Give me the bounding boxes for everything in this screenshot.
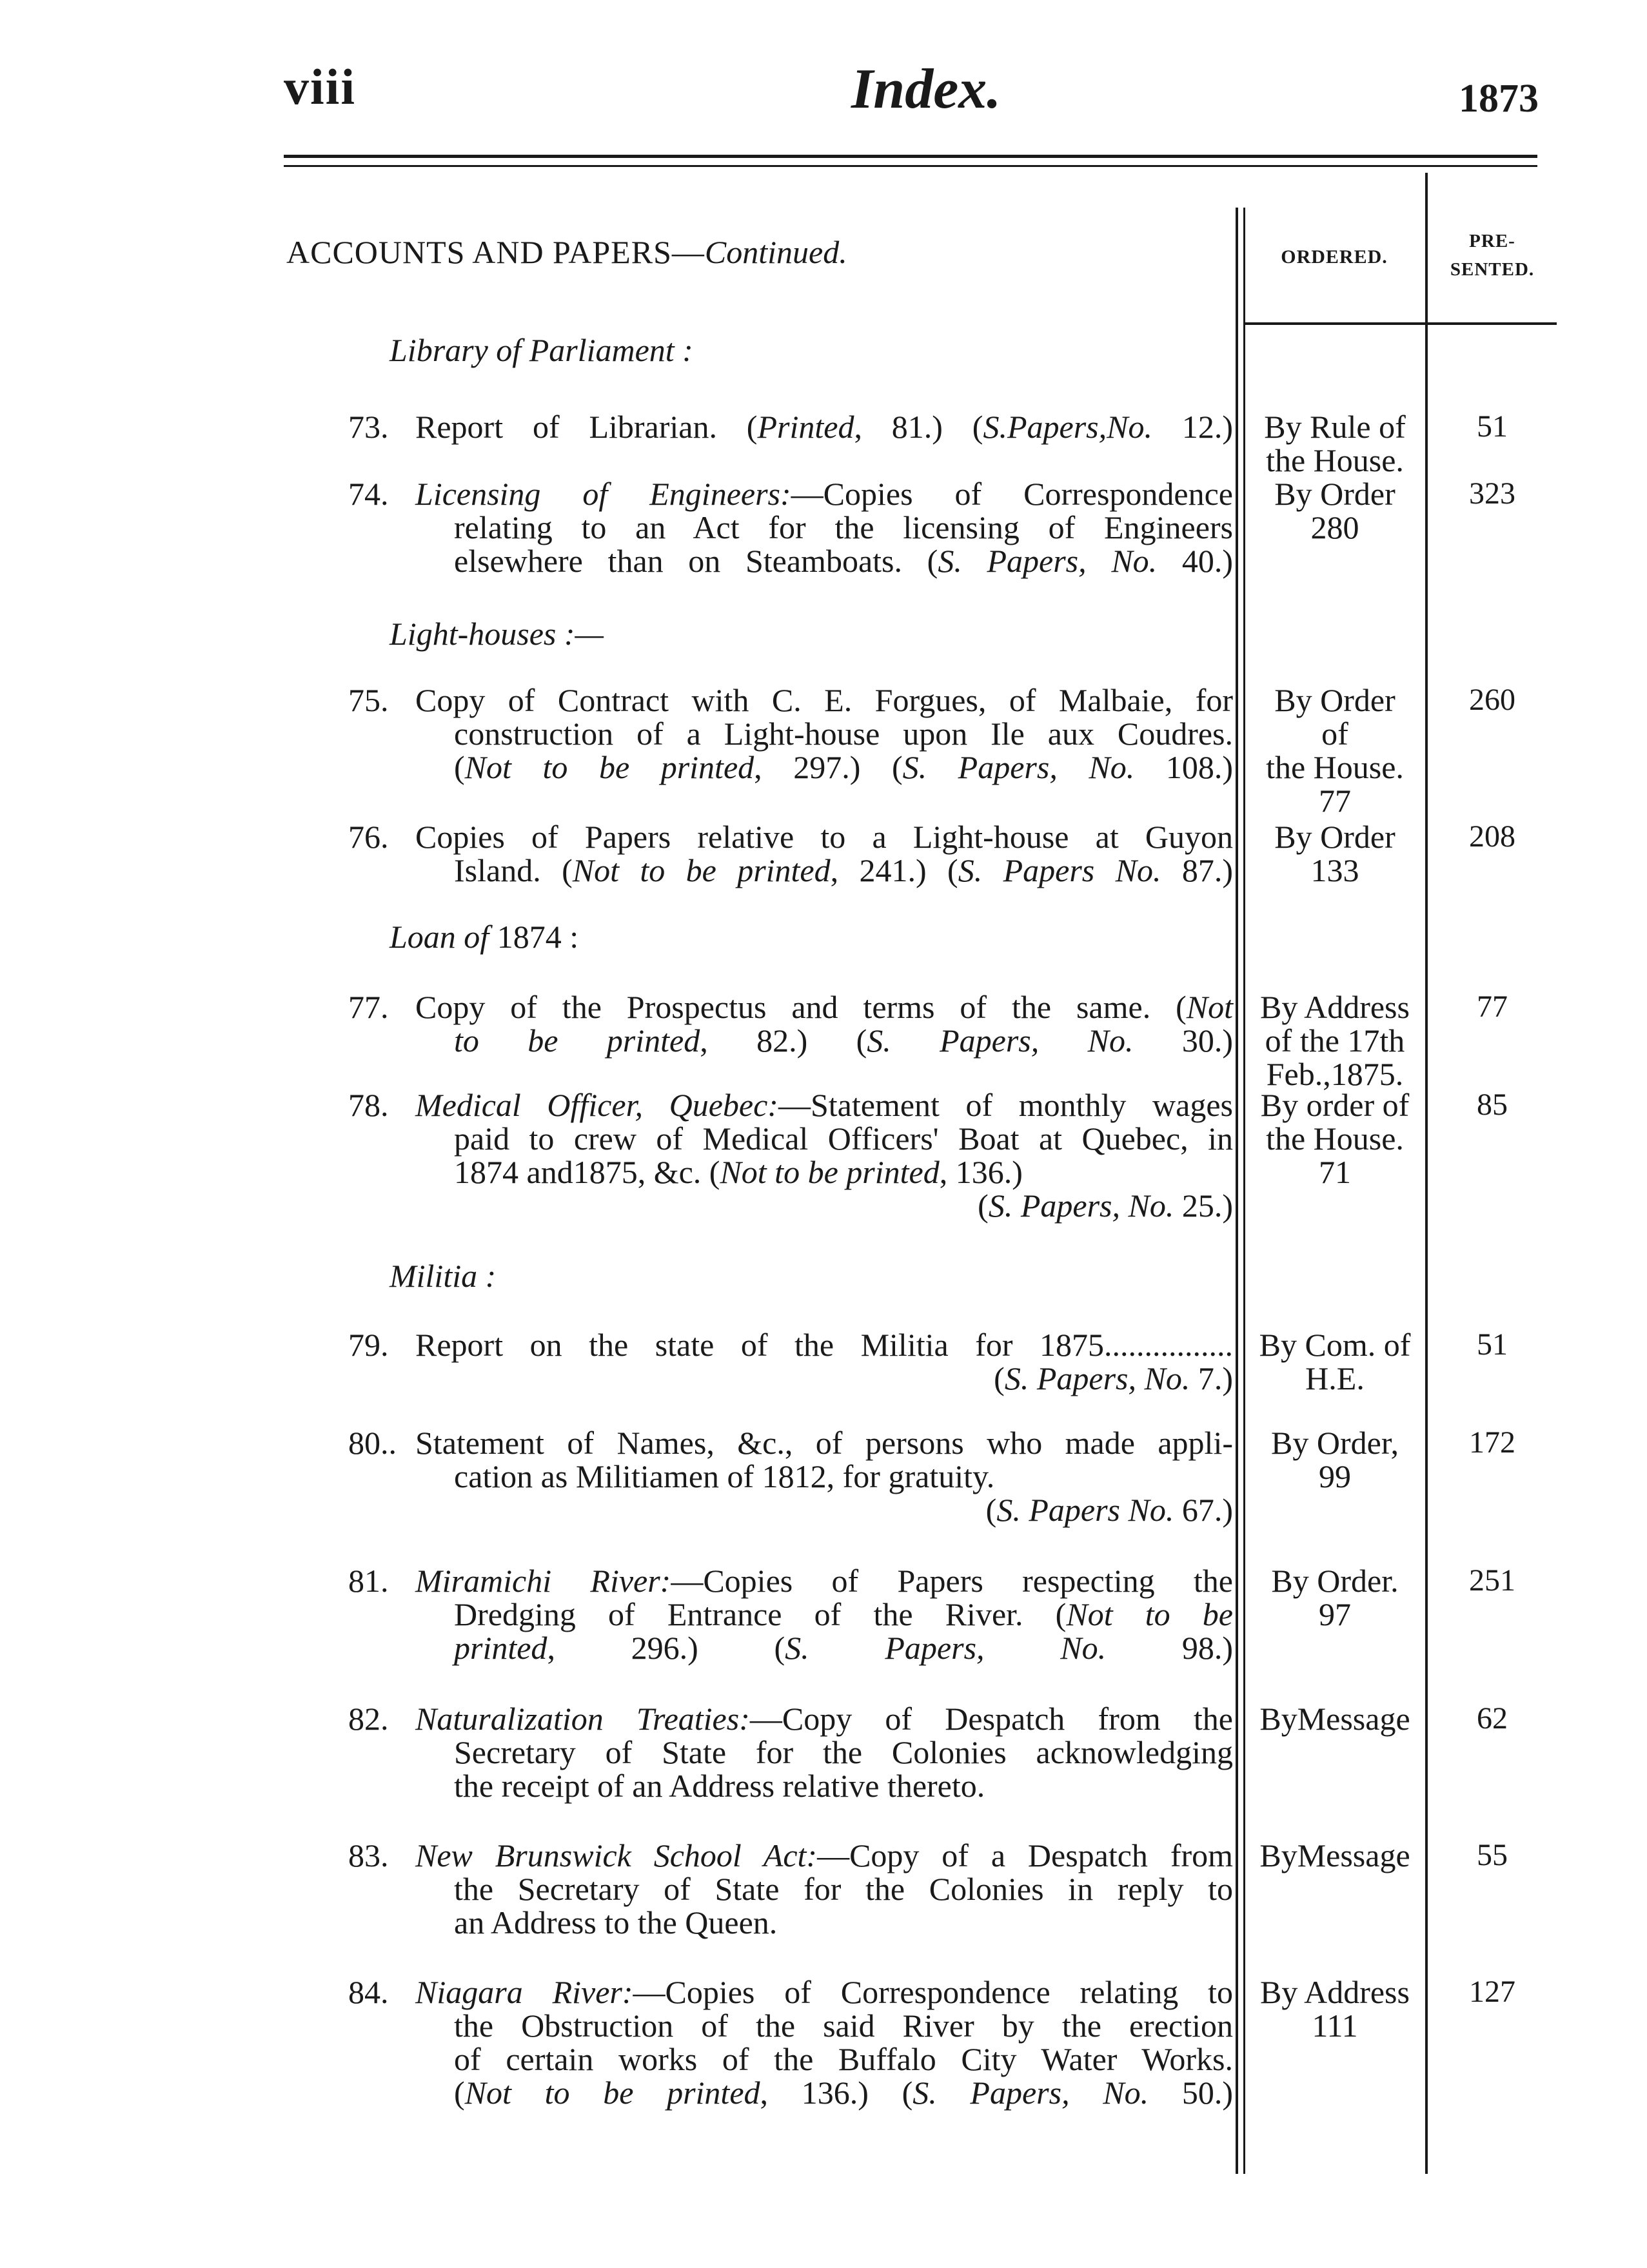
ordered-line: By Order, [1271, 1425, 1399, 1461]
subhead-loan-year: 1874 : [497, 919, 579, 955]
ordered-line: the House. [1266, 749, 1404, 785]
entry-79 [348, 1328, 1233, 1395]
presented-79: 51 [1477, 1327, 1508, 1362]
entry-line: the receipt of an Address relative thereto. [454, 1768, 985, 1804]
entry-line: (S. Papers No. 67.) [985, 1492, 1233, 1528]
ordered-line: 111 [1312, 2008, 1358, 2044]
column-header-presented-line-2: SENTED. [1450, 259, 1535, 280]
presented-82: 62 [1477, 1701, 1508, 1735]
entry-line: the Secretary of State for the Colonies in reply to [454, 1871, 1233, 1907]
ordered-line: Feb.,1875. [1266, 1056, 1404, 1092]
ordered-line: By Order [1274, 819, 1396, 855]
presented-74: 323 [1469, 476, 1515, 511]
ordered-line: By Order. [1271, 1563, 1399, 1599]
entry-description [415, 1975, 1233, 2109]
presented-80: 172 [1469, 1425, 1515, 1460]
ordered-79 [1245, 1328, 1425, 1395]
ordered-line: H.E. [1305, 1360, 1365, 1396]
entry-80 [348, 1426, 1233, 1527]
entry-number: 79. [348, 1327, 389, 1363]
entry-83 [348, 1839, 1233, 1939]
ordered-77 [1245, 990, 1425, 1091]
section-heading-continued: Continued. [704, 234, 847, 270]
ordered-83 [1245, 1839, 1425, 1872]
subhead-light-houses: Light-houses :— [390, 616, 604, 652]
entry-81 [348, 1564, 1233, 1665]
entry-84 [348, 1975, 1233, 2109]
entry-line: an Address to the Queen. [454, 1904, 778, 1941]
entry-number: 77. [348, 989, 389, 1025]
entry-line: Island. (Not to be printed, 241.) (S. Papers No. 87.) [454, 852, 1234, 888]
presented-83: 55 [1477, 1838, 1508, 1872]
entry-75 [348, 683, 1233, 784]
ordered-78 [1245, 1088, 1425, 1189]
entry-number: 74. [348, 476, 389, 512]
entry-description [415, 1564, 1233, 1665]
presented-78: 85 [1477, 1088, 1508, 1122]
column-rule-right [1425, 173, 1428, 2174]
entry-number: 82. [348, 1701, 389, 1737]
ordered-82 [1245, 1702, 1425, 1735]
ordered-line: of the 17th [1265, 1022, 1405, 1059]
ordered-line: ByMessage [1259, 1837, 1410, 1873]
entry-line: (S. Papers, No. 7.) [994, 1360, 1233, 1396]
ordered-73 [1245, 410, 1425, 477]
entry-line: printed, 296.) (S. Papers, No. 98.) [454, 1630, 1233, 1666]
subhead-library-of-parliament: Library of Parliament : [390, 332, 693, 368]
column-header-presented-line-1: PRE- [1469, 231, 1515, 251]
entry-line: Copy of Contract with C. E. Forgues, of Malbaie, for [415, 682, 1233, 718]
ordered-line: ByMessage [1259, 1701, 1410, 1737]
entry-line: the Obstruction of the said River by the erection [454, 2008, 1233, 2044]
subhead-militia: Militia : [390, 1258, 497, 1294]
header-rule-thick [284, 155, 1537, 158]
entry-line: construction of a Light-house upon Ile aux Coudres. [454, 716, 1233, 752]
entry-line: Niagara River:—Copies of Correspondence relating to [415, 1974, 1233, 2010]
entry-line: of certain works of the Buffalo City Water Works. [454, 2041, 1233, 2077]
ordered-80 [1245, 1426, 1425, 1493]
ordered-line: By Order [1274, 682, 1396, 718]
entry-77 [348, 990, 1233, 1057]
entry-line: Dredging of Entrance of the River. (Not to be [454, 1596, 1233, 1632]
entry-number: 84. [348, 1974, 389, 2010]
entry-73 [348, 410, 1233, 444]
ordered-line: By order of [1260, 1087, 1410, 1123]
entry-description [415, 683, 1233, 784]
entry-number: 73. [348, 409, 389, 445]
ordered-line: 71 [1319, 1154, 1351, 1190]
column-header-rule [1243, 322, 1557, 325]
presented-73: 51 [1477, 409, 1508, 444]
entry-78 [348, 1088, 1233, 1222]
presented-81: 251 [1469, 1563, 1515, 1598]
entry-line: relating to an Act for the licensing of Engineers [454, 509, 1233, 545]
page-folio: viii [284, 59, 357, 115]
ordered-line: By Address [1260, 989, 1410, 1025]
ordered-line: By Order [1274, 476, 1396, 512]
section-heading-text: ACCOUNTS AND PAPERS— [286, 234, 705, 270]
entry-82 [348, 1702, 1233, 1803]
entry-line: Copy of the Prospectus and terms of the same. (Not [415, 989, 1233, 1025]
presented-76: 208 [1469, 819, 1515, 854]
presented-84: 127 [1469, 1975, 1515, 2009]
entry-line: Licensing of Engineers:—Copies of Correspondence [415, 476, 1233, 512]
entry-description [415, 1088, 1233, 1222]
entry-description [415, 1328, 1233, 1395]
page-title: Index. [851, 58, 1001, 121]
page-year: 1873 [1459, 77, 1539, 121]
entry-line: Miramichi River:—Copies of Papers respecting the [415, 1563, 1233, 1599]
entry-line: (Not to be printed, 297.) (S. Papers, No. 108.) [454, 749, 1233, 785]
ordered-line: 280 [1310, 509, 1359, 545]
entry-description [415, 1426, 1233, 1527]
ordered-line: By Address [1260, 1974, 1410, 2010]
entry-number: 80.. [348, 1425, 397, 1461]
entry-number: 78. [348, 1087, 389, 1123]
entry-line: (S. Papers, No. 25.) [978, 1188, 1233, 1224]
entry-number: 75. [348, 682, 389, 718]
ordered-84 [1245, 1975, 1425, 2042]
entry-description [415, 1702, 1233, 1803]
entry-line: Copies of Papers relative to a Light-house at Guyon [415, 819, 1233, 855]
entry-line: paid to crew of Medical Officers' Boat at Quebec, in [454, 1120, 1233, 1157]
entry-description [415, 1839, 1233, 1939]
entry-line: cation as Militiamen of 1812, for gratuity. [454, 1458, 995, 1494]
ordered-line: 77 [1319, 783, 1351, 819]
ordered-line: of [1321, 716, 1348, 752]
ordered-75 [1245, 683, 1425, 817]
ordered-line: 97 [1319, 1596, 1351, 1632]
ordered-74 [1245, 477, 1425, 544]
ordered-line: 133 [1310, 852, 1359, 888]
presented-75: 260 [1469, 683, 1515, 717]
entry-line: Naturalization Treaties:—Copy of Despatch from the [415, 1701, 1233, 1737]
section-heading [286, 233, 847, 271]
entry-number: 83. [348, 1837, 389, 1873]
ordered-81 [1245, 1564, 1425, 1631]
header-rule-thin [284, 165, 1537, 167]
entry-description [415, 477, 1233, 578]
subhead-loan [390, 918, 578, 955]
entry-line: New Brunswick School Act:—Copy of a Despatch from [415, 1837, 1234, 1873]
column-header-presented [1428, 227, 1557, 284]
entry-number: 81. [348, 1563, 389, 1599]
entry-description [415, 990, 1233, 1057]
entry-line: Medical Officer, Quebec:—Statement of monthly wages [415, 1087, 1233, 1123]
ordered-line: the House. [1266, 1120, 1404, 1157]
entry-description [415, 410, 1233, 444]
entry-number: 76. [348, 819, 389, 855]
presented-77: 77 [1477, 990, 1508, 1024]
ordered-line: the House. [1266, 442, 1404, 478]
entry-line: elsewhere than on Steamboats. (S. Papers, No. 40.) [454, 543, 1233, 579]
ordered-line: By Rule of [1264, 409, 1406, 445]
entry-line: Report on the state of the Militia for 1875................ [415, 1327, 1233, 1363]
entry-76 [348, 820, 1233, 887]
ordered-76 [1245, 820, 1425, 887]
entry-line: Statement of Names, &c., of persons who made appli- [415, 1425, 1233, 1461]
entry-line: to be printed, 82.) (S. Papers, No. 30.) [454, 1022, 1233, 1059]
entry-line: 1874 and1875, &c. (Not to be printed, 136.) [454, 1154, 1023, 1190]
entry-line: Report of Librarian. (Printed, 81.) (S.Papers,No. 12.) [415, 409, 1233, 445]
entry-74 [348, 477, 1233, 578]
column-header-ordered: ORDERED. [1281, 246, 1388, 268]
column-rule-left [1236, 208, 1238, 2174]
entry-line: Secretary of State for the Colonies acknowledging [454, 1734, 1233, 1770]
ordered-line: 99 [1319, 1458, 1351, 1494]
entry-line: (Not to be printed, 136.) (S. Papers, No. 50.) [454, 2075, 1233, 2111]
subhead-loan-text: Loan of [390, 919, 489, 955]
ordered-line: By Com. of [1259, 1327, 1411, 1363]
entry-description [415, 820, 1233, 887]
